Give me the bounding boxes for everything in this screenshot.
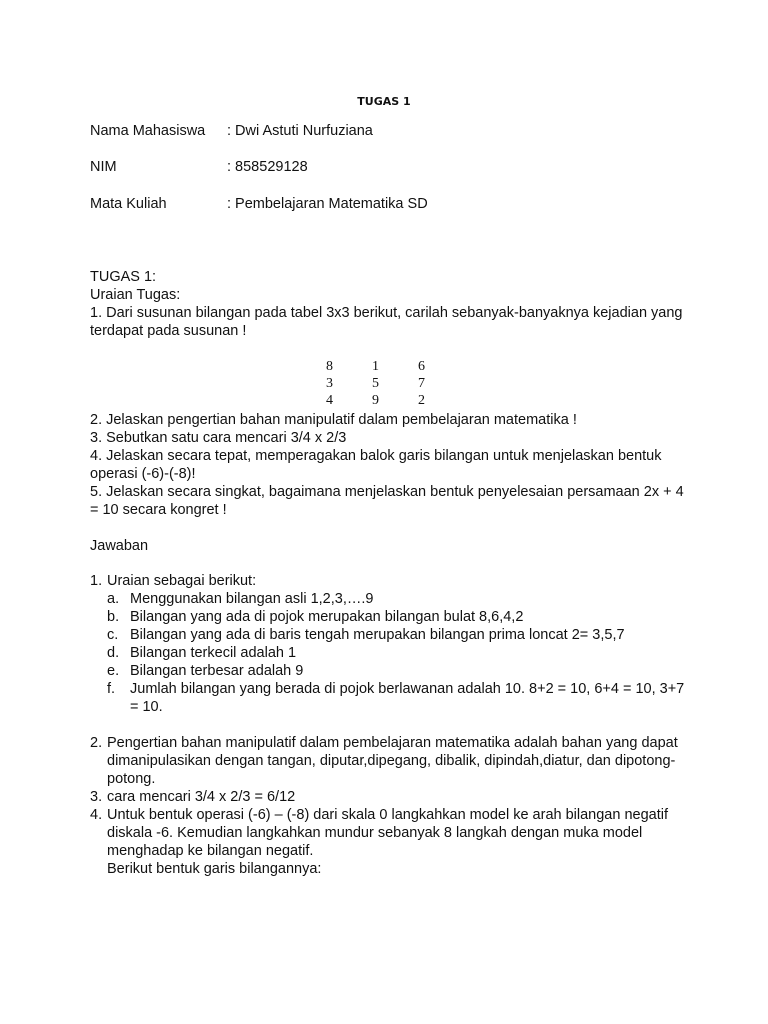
- grid-row: [326, 358, 464, 375]
- list-item: [90, 734, 690, 788]
- grid-row: [326, 375, 464, 392]
- list-marker: 3.: [90, 789, 103, 805]
- grid-cell: 4: [326, 393, 333, 408]
- info-value: : Pembelajaran Matematika SD: [227, 196, 428, 212]
- answer-list: [90, 572, 690, 590]
- grid-cell: 3: [326, 376, 333, 391]
- list-marker: a.: [107, 591, 120, 607]
- list-item-text: Bilangan yang ada di baris tengah merupakan bilangan prima loncat 2= 3,5,7: [130, 627, 625, 643]
- grid-cell: 6: [418, 359, 425, 374]
- answer-1-sublist: [90, 590, 690, 716]
- list-marker: 4.: [90, 807, 103, 823]
- questions-continued: [90, 411, 690, 519]
- list-item-text: Menggunakan bilangan asli 1,2,3,….9: [130, 591, 374, 607]
- answers-2-4-section: [90, 734, 690, 878]
- assignment-section: [90, 268, 690, 340]
- list-marker: 1.: [90, 573, 103, 589]
- question-2: 2. Jelaskan pengertian bahan manipulatif dalam pembelajaran matematika !: [90, 412, 577, 428]
- answers-heading: Jawaban: [90, 538, 149, 554]
- answer-1-text: Uraian sebagai berikut:: [107, 573, 257, 589]
- answer-list: [90, 734, 690, 860]
- list-item-text: Bilangan yang ada di pojok merupakan bilangan bulat 8,6,4,2: [130, 609, 524, 625]
- list-item: [90, 680, 690, 716]
- answer-2-text: Pengertian bahan manipulatif dalam pembelajaran matematika adalah bahan yang dapat dimanipulasikan dengan tangan, diputar,dipegang, dibalik, dipindah,diatur, dan dipotong-potong.: [107, 735, 678, 787]
- answer-1-section: [90, 572, 690, 716]
- grid-cell: 9: [372, 393, 379, 408]
- list-item: [90, 788, 690, 806]
- info-value: : Dwi Astuti Nurfuziana: [227, 123, 373, 139]
- list-item-text: Bilangan terbesar adalah 9: [130, 663, 304, 679]
- info-value: : 858529128: [227, 159, 308, 175]
- info-label: Nama Mahasiswa: [90, 123, 206, 139]
- assignment-subheading: Uraian Tugas:: [90, 287, 181, 303]
- info-course-row: [90, 196, 428, 212]
- list-marker: f.: [107, 681, 116, 697]
- info-name-row: [90, 123, 373, 139]
- list-item: [90, 806, 690, 860]
- list-marker: e.: [107, 663, 120, 679]
- info-label: NIM: [90, 159, 117, 175]
- grid-cell: 7: [418, 376, 425, 391]
- grid-cell: 8: [326, 359, 333, 374]
- answer-4-text: Untuk bentuk operasi (-6) – (-8) dari skala 0 langkahkan model ke arah bilangan negatif diskala -6. Kemudian langkahkan mundur sebanyak 8 langkah dengan muka model menghadap ke bilangan negatif.: [107, 807, 668, 859]
- list-item: [90, 644, 690, 662]
- grid-cell: 5: [372, 376, 379, 391]
- list-item-text: Bilangan terkecil adalah 1: [130, 645, 297, 661]
- question-1: 1. Dari susunan bilangan pada tabel 3x3 berikut, carilah sebanyak-banyaknya kejadian yang terdapat pada susunan !: [90, 305, 683, 339]
- assignment-heading: TUGAS 1:: [90, 269, 157, 285]
- list-marker: b.: [107, 609, 120, 625]
- list-item: [90, 590, 690, 608]
- list-marker: c.: [107, 627, 119, 643]
- question-3: 3. Sebutkan satu cara mencari 3/4 x 2/3: [90, 430, 347, 446]
- list-item: [90, 626, 690, 644]
- list-item: [90, 662, 690, 680]
- info-nim-row: [90, 159, 308, 175]
- list-item: [90, 572, 690, 590]
- answer-4-followup: Berikut bentuk garis bilangannya:: [107, 861, 322, 877]
- list-item-text: Jumlah bilangan yang berada di pojok berlawanan adalah 10. 8+2 = 10, 6+4 = 10, 3+7 = 10.: [130, 681, 685, 715]
- info-label: Mata Kuliah: [90, 196, 167, 212]
- document-title: TUGAS 1: [357, 95, 411, 108]
- grid-cell: 2: [418, 393, 425, 408]
- list-marker: 2.: [90, 735, 103, 751]
- grid-cell: 1: [372, 359, 379, 374]
- number-grid: [326, 358, 464, 409]
- question-4: 4. Jelaskan secara tepat, memperagakan balok garis bilangan untuk menjelaskan bentuk operasi (-6)-(-8)!: [90, 448, 662, 482]
- grid-row: [326, 392, 464, 409]
- list-item: [90, 608, 690, 626]
- list-marker: d.: [107, 645, 120, 661]
- answer-3-text: cara mencari 3/4 x 2/3 = 6/12: [107, 789, 296, 805]
- question-5: 5. Jelaskan secara singkat, bagaimana menjelaskan bentuk penyelesaian persamaan 2x + 4 = 10 secara kongret !: [90, 484, 684, 518]
